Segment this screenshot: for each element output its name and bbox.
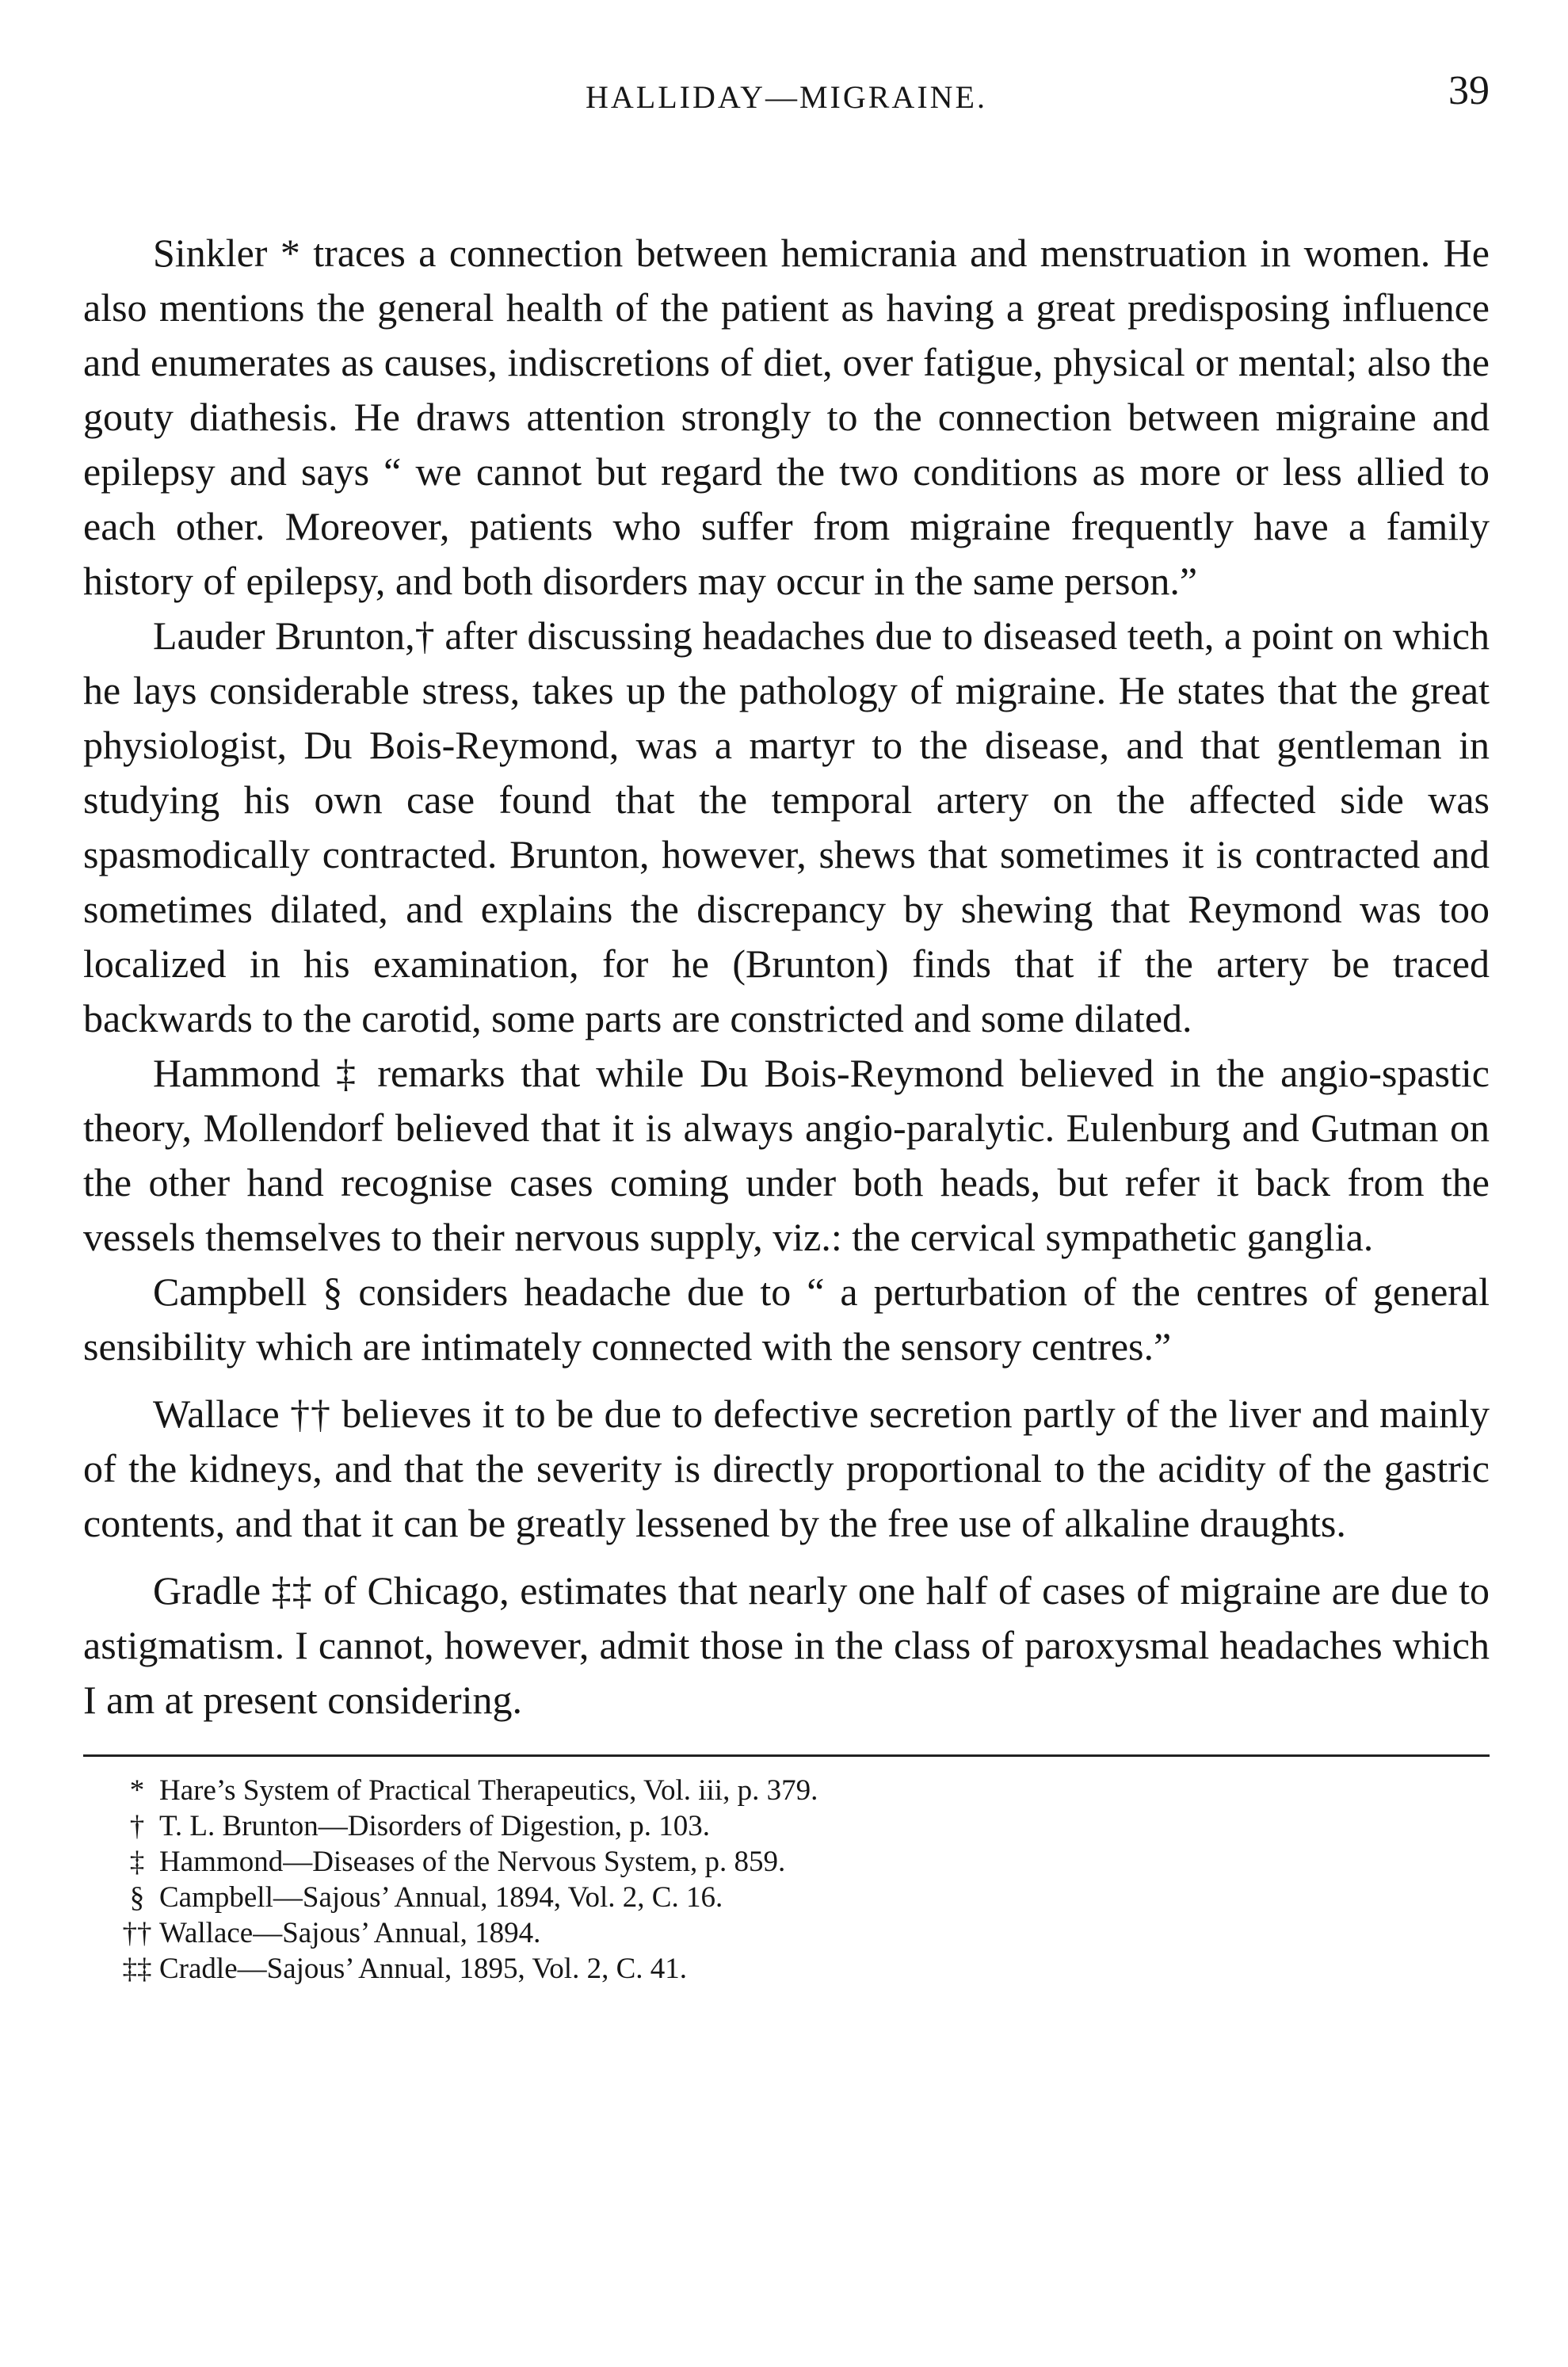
running-head <box>83 67 1490 139</box>
footnote-mark: ‡ <box>129 1846 145 1878</box>
footnote-text: Campbell—Sajous’ Annual, 1894, Vol. 2, C. 16. <box>159 1881 723 1914</box>
footnotes <box>83 1773 1490 1987</box>
footnote-mark: † <box>129 1810 145 1842</box>
paragraph-sinkler: Sinkler * traces a connection between hemicrania and menstruation in women. He also mentions the general health of the patient as having a great predisposing influence and enumerates as causes, indiscretions of diet, over fatigue, physical or mental; also the gouty diathesis. He draws attention strongly to the connection between migraine and epilepsy and says “ we cannot but regard the two conditions as more or less allied to each other. Moreover, patients who suffer from migraine frequently have a family history of epilepsy, and both disorders may occur in the same person.” <box>83 231 1490 603</box>
paragraph-campbell: Campbell § considers headache due to “ a perturbation of the centres of general sensibility which are intimately connected with the sensory centres.” <box>83 1269 1490 1369</box>
paragraph-gradle: Gradle ‡‡ of Chicago, estimates that nearly one half of cases of migraine are due to astigmatism. I cannot, however, admit those in the class of paroxysmal headaches which I am at present considering. <box>83 1568 1490 1722</box>
footnote-mark: †† <box>122 1917 152 1949</box>
footnote-text: Wallace—Sajous’ Annual, 1894. <box>159 1917 541 1949</box>
page-number: 39 <box>1448 68 1490 113</box>
running-title: HALLIDAY—MIGRAINE. <box>586 79 987 115</box>
paragraph-hammond: Hammond ‡ remarks that while Du Bois-Reymond believed in the angio-spastic theory, Mollendorf believed that it is always angio-paralytic. Eulenburg and Gutman on the other hand recognise cases coming under both heads, but refer it back from the vessels themselves to their nervous supply, viz.: the cervical sympathetic ganglia. <box>83 1051 1490 1259</box>
footnote <box>115 1951 1490 1987</box>
paragraph-wallace: Wallace †† believes it to be due to defective secretion partly of the liver and mainly of the kidneys, and that the severity is directly proportional to the acidity of the gastric contents, and that it can be greatly lessened by the free use of alkaline draughts. <box>83 1392 1490 1545</box>
footnote <box>115 1880 1490 1915</box>
footnote <box>115 1915 1490 1951</box>
footnote-text: T. L. Brunton—Disorders of Digestion, p. 103. <box>159 1810 711 1842</box>
footnote <box>115 1773 1490 1808</box>
footnote-text: Hammond—Diseases of the Nervous System, p. 859. <box>159 1846 786 1878</box>
footnote <box>115 1808 1490 1844</box>
footnote-mark: ‡‡ <box>122 1953 152 1985</box>
book-page <box>83 67 1490 1987</box>
footnote <box>115 1844 1490 1880</box>
body-text <box>83 226 1490 1728</box>
footnote-mark: * <box>129 1774 145 1807</box>
footnote-text: Cradle—Sajous’ Annual, 1895, Vol. 2, C. 41. <box>159 1953 687 1985</box>
footnote-mark: § <box>129 1881 145 1914</box>
footnote-divider <box>83 1754 1490 1757</box>
paragraph-brunton: Lauder Brunton,† after discussing headaches due to diseased teeth, a point on which he lays considerable stress, takes up the pathology of migraine. He states that the great physiologist, Du Bois-Reymond, was a martyr to the disease, and that gentleman in studying his own case found that the temporal artery on the affected side was spasmodically contracted. Brunton, however, shews that sometimes it is contracted and sometimes dilated, and explains the discrepancy by shewing that Reymond was too localized in his examination, for he (Brunton) finds that if the artery be traced backwards to the carotid, some parts are constricted and some dilated. <box>83 613 1490 1040</box>
footnote-text: Hare’s System of Practical Therapeutics, Vol. iii, p. 379. <box>159 1774 818 1807</box>
